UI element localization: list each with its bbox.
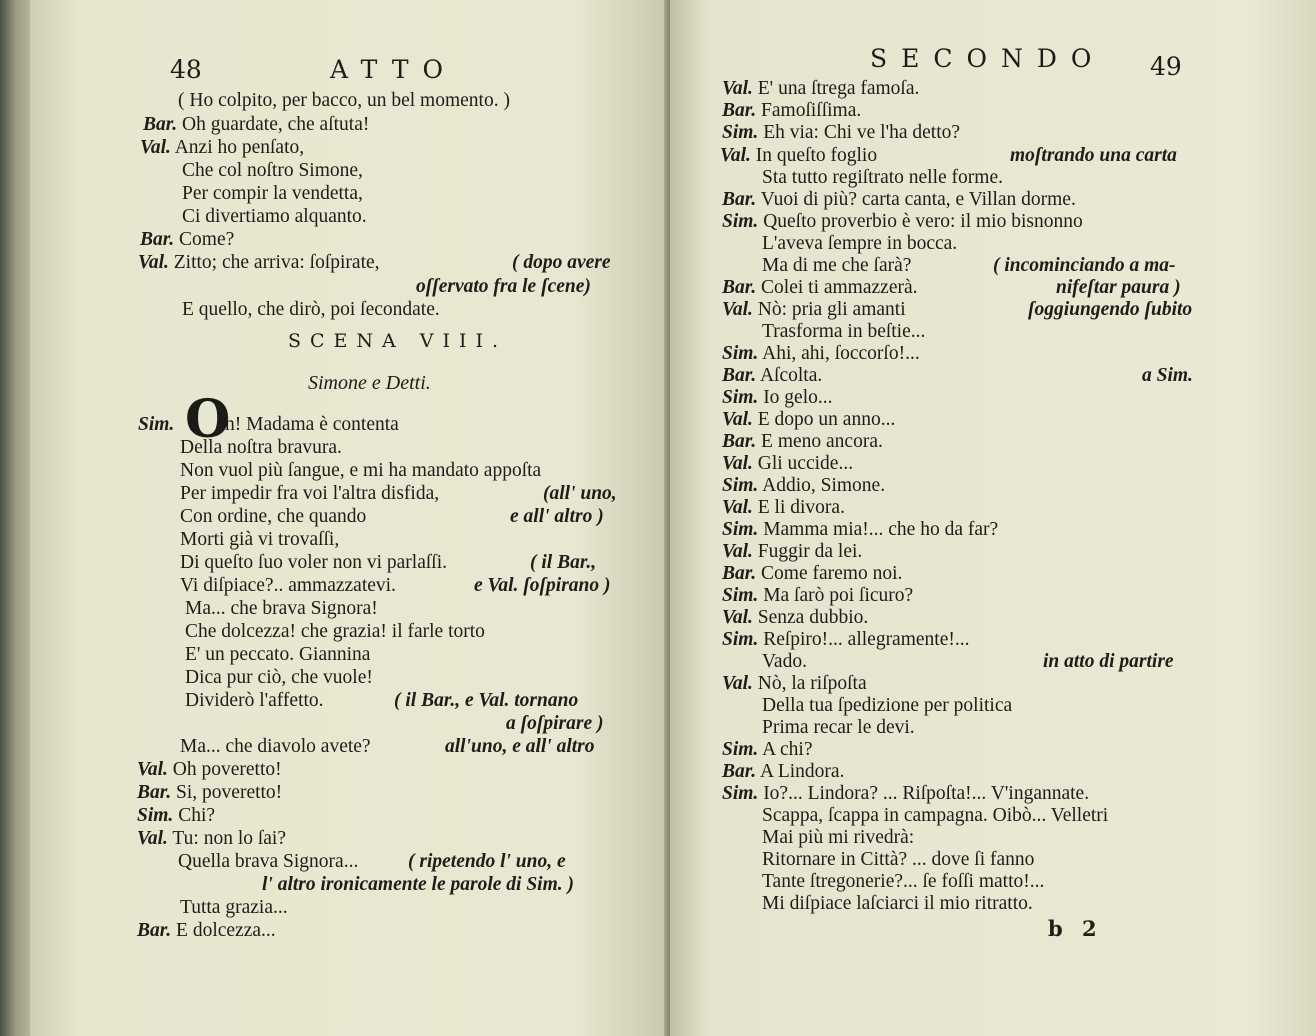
dialogue-line: Tante ſtregonerie?... ſe foſſi matto!...	[762, 871, 1045, 892]
dialogue-line: Bar. A Lindora.	[722, 761, 845, 782]
stage-direction: ( ripetendo l' uno, e	[408, 851, 566, 872]
dialogue-line: Sim. Io gelo...	[722, 387, 833, 408]
dialogue-line: Bar. E meno ancora.	[722, 431, 883, 452]
dialogue-line: Trasforma in beſtie...	[762, 321, 926, 342]
dialogue-line: Val. Oh poveretto!	[137, 759, 282, 780]
dialogue-line: Val. Anzi ho penſato,	[140, 137, 305, 158]
page-number: 48	[170, 55, 202, 84]
dialogue-line: Sim. Io?... Lindora? ... Riſpoſta!... V'ingannate.	[722, 783, 1090, 804]
dialogue-line: Val. Nò: pria gli amanti	[722, 299, 906, 320]
scene-characters: Simone e Detti.	[308, 372, 431, 394]
stage-direction: all'uno, e all' altro	[445, 736, 595, 757]
speaker-label: Sim.	[138, 414, 175, 435]
dialogue-line: Sim. Eh via: Chi ve l'ha detto?	[722, 122, 961, 143]
dialogue-line: Val. Fuggir da lei.	[722, 541, 863, 562]
dialogue-line: Sim. Reſpiro!... allegramente!...	[722, 629, 970, 650]
dialogue-line: Vi diſpiace?.. ammazzatevi.	[180, 575, 396, 596]
dialogue-line: Sim. Ma ſarò poi ſicuro?	[722, 585, 914, 606]
dialogue-line: Ma di me che ſarà?	[762, 255, 912, 276]
dialogue-line: Ritornare in Città? ... dove ſi fanno	[762, 849, 1035, 870]
dialogue-line: Non vuol più ſangue, e mi ha mandato appoſta	[180, 460, 542, 481]
stage-direction: (all' uno,	[543, 483, 617, 504]
dialogue-line: Ma... che brava Signora!	[185, 598, 378, 619]
dialogue-line: Val. E dopo un anno...	[722, 409, 896, 430]
stage-direction: a Sim.	[1142, 365, 1193, 386]
page-number: 49	[1150, 52, 1182, 81]
stage-direction: ( incominciando a ma-	[993, 255, 1176, 276]
dialogue-line: Bar. Come faremo noi.	[722, 563, 903, 584]
dialogue-line: Della tua ſpedizione per politica	[762, 695, 1013, 716]
right-page	[670, 0, 1316, 1036]
stage-direction: nifeſtar paura )	[1056, 277, 1181, 298]
dialogue-line: Val. E' una ſtrega famoſa.	[722, 78, 920, 99]
stage-direction: ſoggiungendo ſubito	[1028, 299, 1193, 320]
dialogue-line: Vado.	[762, 651, 807, 672]
dialogue-line: Dica pur ciò, che vuole!	[185, 667, 373, 688]
drop-cap: O	[185, 389, 231, 450]
dialogue-line: Morti già vi trovaſſi,	[180, 529, 340, 550]
left-page	[30, 0, 670, 1036]
dialogue-line: Mi diſpiace laſciarci il mio ritratto.	[762, 893, 1033, 914]
dialogue-line: Dividerò l'affetto.	[185, 690, 324, 711]
dialogue-line: ( Ho colpito, per bacco, un bel momento. )	[178, 90, 510, 111]
signature-mark: b 2	[1048, 916, 1103, 941]
dialogue-line: Bar. Famoſiſſima.	[722, 100, 862, 121]
dialogue-line: h! Madama è contenta	[225, 414, 399, 435]
dialogue-line: Sim. Addio, Simone.	[722, 475, 886, 496]
stage-direction: moſtrando una carta	[1010, 145, 1177, 166]
dialogue-line: E' un peccato. Giannina	[185, 644, 371, 665]
dialogue-line: Tutta grazia...	[180, 897, 288, 918]
stage-direction: e all' altro )	[510, 506, 604, 527]
dialogue-line: Con ordine, che quando	[180, 506, 367, 527]
dialogue-line: Per compir la vendetta,	[182, 183, 363, 204]
dialogue-line: Sta tutto regiſtrato nelle forme.	[762, 167, 1003, 188]
dialogue-line: Val. Nò, la riſpoſta	[722, 673, 867, 694]
stage-direction: l' altro ironicamente le parole di Sim. )	[262, 874, 574, 895]
dialogue-line: Per impedir fra voi l'altra disfida,	[180, 483, 440, 504]
dialogue-line: Val. Senza dubbio.	[722, 607, 869, 628]
dialogue-line: Di queſto ſuo voler non vi parlaſſi.	[180, 552, 447, 573]
dialogue-line: Ma... che diavolo avete?	[180, 736, 371, 757]
stage-direction: ( il Bar.,	[530, 552, 597, 573]
stage-direction: ( il Bar., e Val. tornano	[394, 690, 579, 711]
dialogue-line: Bar. E dolcezza...	[137, 920, 276, 941]
dialogue-line: Bar. Come?	[140, 229, 235, 250]
dialogue-line: Sim. Ahi, ahi, ſoccorſo!...	[722, 343, 920, 364]
dialogue-line: Bar. Aſcolta.	[722, 365, 823, 386]
dialogue-line: Bar. Colei ti ammazzerà.	[722, 277, 918, 298]
running-head: ATTO	[330, 55, 457, 84]
dialogue-line: Val. Tu: non lo ſai?	[137, 828, 287, 849]
stage-direction: a ſoſpirare )	[506, 713, 604, 734]
dialogue-line: Sim. A chi?	[722, 739, 813, 760]
dialogue-line: Val. E li divora.	[722, 497, 845, 518]
dialogue-line: Che dolcezza! che grazia! il farle torto	[185, 621, 485, 642]
dialogue-line: Val. In queſto foglio	[720, 145, 878, 166]
dialogue-line: Bar. Oh guardate, che aſtuta!	[143, 114, 370, 135]
dialogue-line: L'aveva ſempre in bocca.	[762, 233, 958, 254]
dialogue-line: Scappa, ſcappa in campagna. Oibò... Velletri	[762, 805, 1109, 826]
stage-direction: ( dopo avere	[512, 252, 611, 273]
dialogue-line: Val. Zitto; che arriva: ſoſpirate,	[138, 252, 380, 273]
scene-title: SCENA VIII.	[288, 330, 508, 352]
dialogue-line: Prima recar le devi.	[762, 717, 915, 738]
dialogue-line: Val. Gli uccide...	[722, 453, 854, 474]
dialogue-line: Quella brava Signora...	[178, 851, 359, 872]
stage-direction: in atto di partire	[1043, 651, 1174, 672]
dialogue-line: Che col noſtro Simone,	[182, 160, 363, 181]
stage-direction: oſſervato fra le ſcene)	[416, 276, 591, 297]
dialogue-line: Sim. Chi?	[137, 805, 216, 826]
dialogue-line: Della noſtra bravura.	[180, 437, 342, 458]
stage-direction: e Val. ſoſpirano )	[474, 575, 611, 596]
dialogue-line: Ci divertiamo alquanto.	[182, 206, 367, 227]
dialogue-line: E quello, che dirò, poi ſecondate.	[182, 299, 440, 320]
dialogue-line: Sim. Mamma mia!... che ho da far?	[722, 519, 999, 540]
dialogue-line: Bar. Si, poveretto!	[137, 782, 283, 803]
dialogue-line: Bar. Vuoi di più? carta canta, e Villan dorme.	[722, 189, 1076, 210]
dialogue-line: Sim. Queſto proverbio è vero: il mio bisnonno	[722, 211, 1083, 232]
dialogue-line: Mai più mi rivedrà:	[762, 827, 915, 848]
running-head: SECONDO	[870, 44, 1106, 73]
